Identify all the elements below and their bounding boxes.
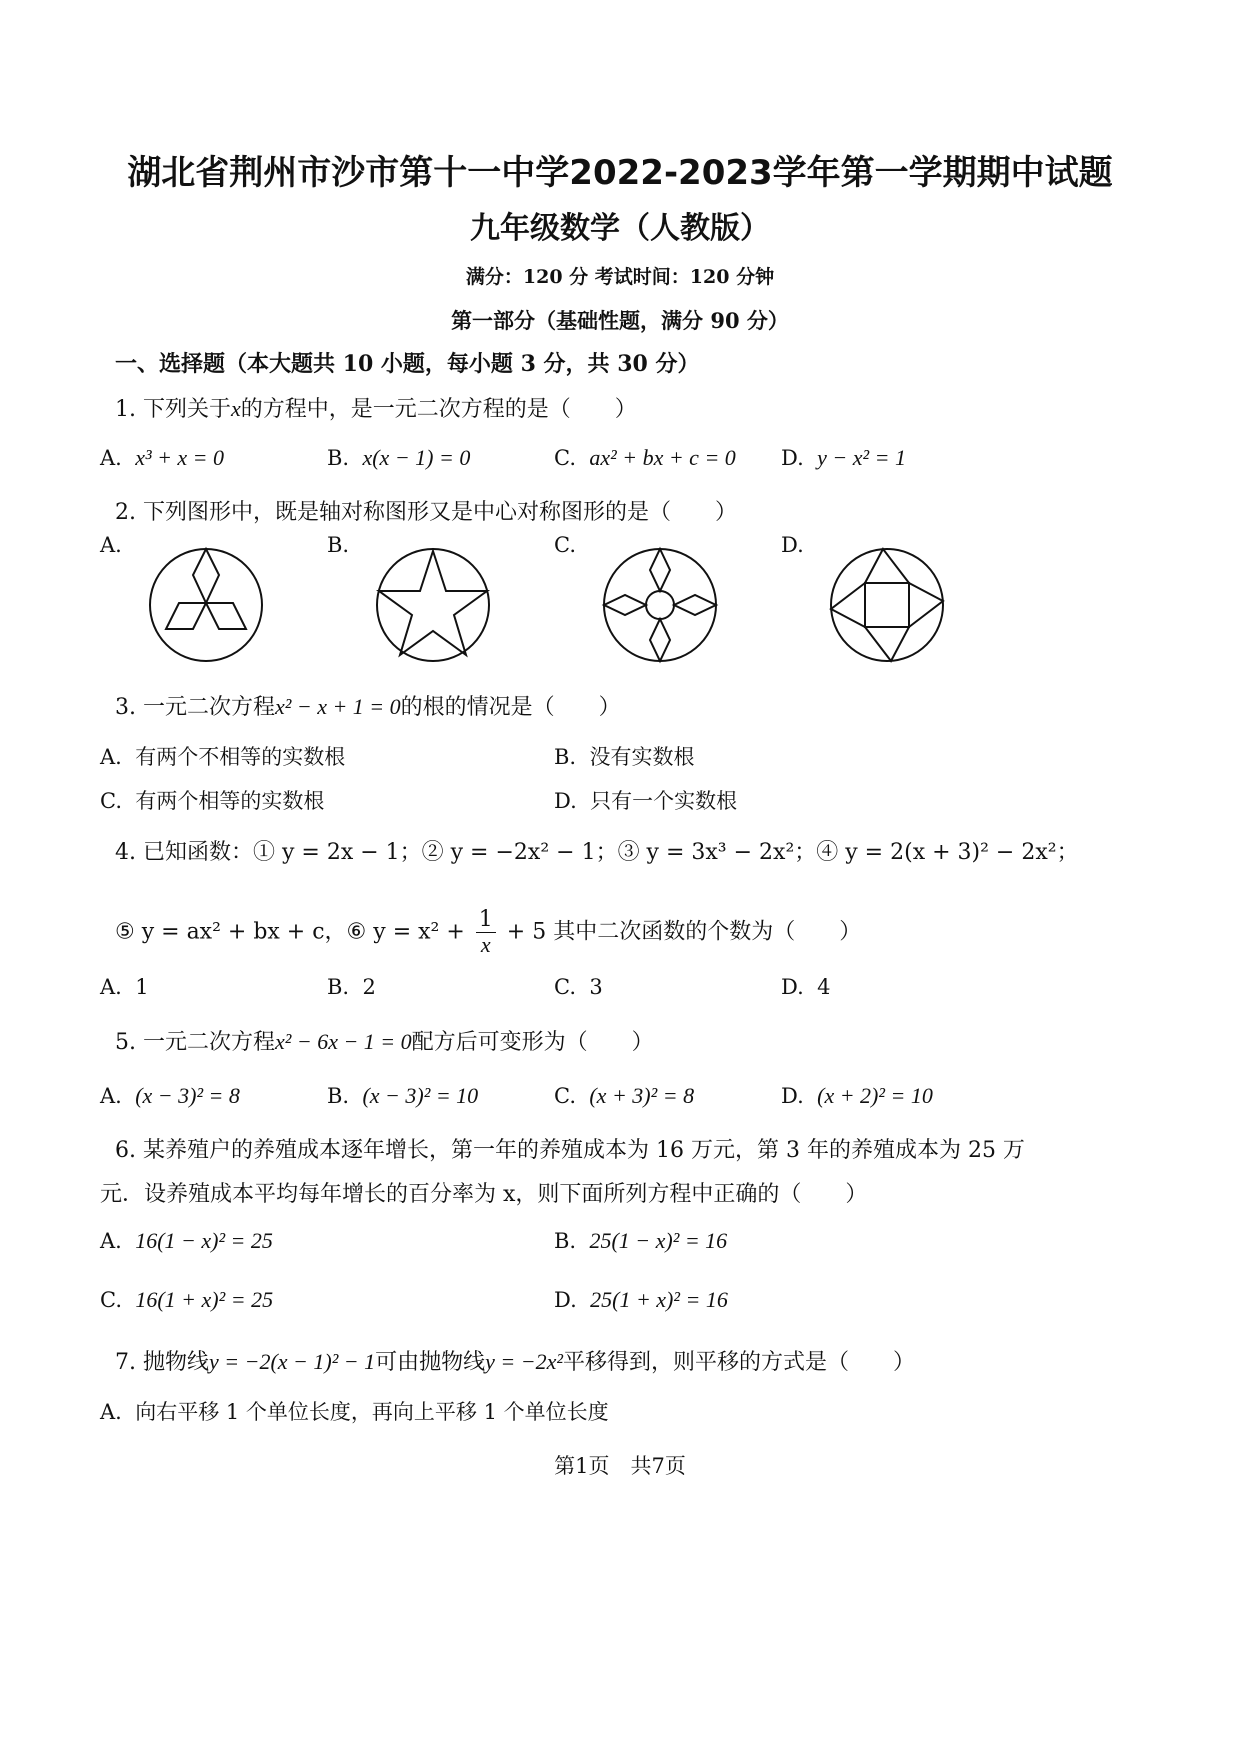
option-text: 2 <box>362 975 376 999</box>
option-label: A. <box>100 1400 122 1424</box>
question-2-label-d: D. <box>781 533 804 557</box>
question-7-stem-b: 可由抛物线 <box>375 1350 486 1375</box>
question-2-label-c: C. <box>554 533 576 557</box>
option-text: 3 <box>589 975 603 999</box>
option-label: C. <box>554 446 576 470</box>
question-5-option-b <box>327 1083 478 1109</box>
option-text: 有两个不相等的实数根 <box>135 745 346 769</box>
question-6-line-1: 6. 某养殖户的养殖成本逐年增长，第一年的养殖成本为 16 万元，第 3 年的养殖成本为 25 万 <box>115 1138 1025 1163</box>
question-4-line-2 <box>115 908 861 957</box>
option-text: (x + 3)² = 8 <box>589 1083 695 1108</box>
option-label: B. <box>327 446 350 470</box>
question-2-stem: 2. 下列图形中，既是轴对称图形又是中心对称图形的是（ ） <box>115 500 737 525</box>
option-label: B. <box>327 975 350 999</box>
question-7-equation-1: y = −2(x − 1)² − 1 <box>208 1349 376 1374</box>
question-6-option-c <box>100 1287 273 1313</box>
question-5-stem <box>115 1025 654 1056</box>
question-1-option-b <box>327 445 470 471</box>
option-label: B. <box>327 1084 350 1108</box>
question-4-option-b <box>327 975 376 999</box>
question-2-label-b: B. <box>327 533 350 557</box>
question-7-equation-2: y = −2x² <box>485 1349 563 1374</box>
question-1-stem-a: 1. 下列关于 <box>115 397 231 422</box>
question-2-label-a: A. <box>100 533 122 557</box>
option-text: y − x² = 1 <box>817 445 906 470</box>
question-6-option-b <box>554 1228 727 1254</box>
question-7-stem-c: 平移得到，则平移的方式是（ ） <box>563 1350 916 1375</box>
option-text: 16(1 + x)² = 25 <box>135 1287 274 1312</box>
question-6-option-d <box>554 1287 728 1313</box>
question-5-option-a <box>100 1083 240 1109</box>
option-label: A. <box>100 1084 122 1108</box>
fraction-numerator: 1 <box>476 908 496 933</box>
figure-c-four-rhombi-icon <box>600 545 720 665</box>
option-text: ax² + bx + c = 0 <box>589 445 736 470</box>
question-4-option-d <box>781 975 831 999</box>
question-1-stem-b: 的方程中，是一元二次方程的是（ ） <box>240 397 637 422</box>
question-1-option-c <box>554 445 736 471</box>
question-4-option-a <box>100 975 149 999</box>
question-4-line-2-a: ⑤ y = ax² + bx + c，⑥ y = x² + <box>115 919 465 945</box>
figure-d-pinwheel-icon <box>827 545 947 665</box>
page-number-footer: 第1页 共7页 <box>554 1454 686 1478</box>
option-label: B. <box>554 745 577 769</box>
question-1-variable: x <box>230 396 241 421</box>
question-4-line-2-b: + 5 其中二次函数的个数为（ ） <box>506 919 862 945</box>
question-6-option-a <box>100 1228 273 1254</box>
option-label: A. <box>100 975 122 999</box>
option-label: D. <box>554 1288 577 1312</box>
question-5-option-c <box>554 1083 694 1109</box>
option-text: 16(1 − x)² = 25 <box>135 1228 273 1253</box>
option-label: C. <box>100 1288 122 1312</box>
option-label: A. <box>100 446 122 470</box>
option-label: D. <box>781 1084 804 1108</box>
option-label: B. <box>554 1229 577 1253</box>
question-3-option-a <box>100 741 345 771</box>
question-7-stem-a: 7. 抛物线 <box>115 1350 209 1375</box>
question-4-option-c <box>554 975 603 999</box>
question-3-option-b <box>554 741 694 771</box>
question-7-option-a <box>100 1396 609 1426</box>
option-text: x³ + x = 0 <box>135 445 225 470</box>
option-label: C. <box>554 1084 576 1108</box>
question-3-equation: x² − x + 1 = 0 <box>274 694 401 719</box>
question-5-option-d <box>781 1083 933 1109</box>
question-1-stem <box>115 392 637 423</box>
option-text: (x − 3)² = 10 <box>362 1083 479 1108</box>
question-4-line-1: 4. 已知函数：① y = 2x − 1；② y = −2x² − 1；③ y = 3x³ − 2x²；④ y = 2(x + 3)² − 2x²； <box>115 840 1079 865</box>
option-label: D. <box>554 789 577 813</box>
fraction-denominator: x <box>480 932 491 957</box>
option-label: A. <box>100 745 122 769</box>
question-5-equation: x² − 6x − 1 = 0 <box>274 1029 412 1054</box>
question-3-stem-b: 的根的情况是（ ） <box>400 695 621 720</box>
page-subtitle: 九年级数学（人教版） <box>470 211 770 246</box>
question-5-stem-b: 配方后可变形为（ ） <box>411 1030 654 1055</box>
option-text: 4 <box>817 975 831 999</box>
option-text: 有两个相等的实数根 <box>135 789 325 813</box>
question-3-option-d <box>554 785 737 815</box>
question-6-line-2: 元．设养殖成本平均每年增长的百分率为 x，则下面所列方程中正确的（ ） <box>100 1182 868 1207</box>
option-label: C. <box>100 789 122 813</box>
question-1-option-d <box>781 445 906 471</box>
section-heading: 一、选择题（本大题共 10 小题，每小题 3 分，共 30 分） <box>115 351 700 377</box>
question-7-stem <box>115 1345 915 1376</box>
option-label: A. <box>100 1229 122 1253</box>
option-text: 25(1 + x)² = 16 <box>590 1287 728 1312</box>
page-title: 湖北省荆州市沙市第十一中学2022-2023学年第一学期期中试题 <box>127 153 1113 193</box>
option-text: (x + 2)² = 10 <box>817 1083 933 1108</box>
fraction <box>476 908 496 957</box>
part-heading: 第一部分（基础性题，满分 90 分） <box>451 308 789 333</box>
option-text: 没有实数根 <box>589 745 695 769</box>
option-label: C. <box>554 975 576 999</box>
question-3-option-c <box>100 785 324 815</box>
option-text: 1 <box>135 975 149 999</box>
option-text: 向右平移 1 个单位长度，再向上平移 1 个单位长度 <box>135 1400 609 1424</box>
question-3-stem-a: 3. 一元二次方程 <box>115 695 275 720</box>
question-5-stem-a: 5. 一元二次方程 <box>115 1030 275 1055</box>
question-3-stem <box>115 690 621 721</box>
option-text: x(x − 1) = 0 <box>362 445 471 470</box>
option-text: (x − 3)² = 8 <box>135 1083 240 1108</box>
question-1-option-a <box>100 445 224 471</box>
figure-a-three-rhombi-icon <box>146 545 266 665</box>
option-text: 25(1 − x)² = 16 <box>589 1228 728 1253</box>
exam-meta: 满分：120 分 考试时间：120 分钟 <box>465 266 775 288</box>
option-label: D. <box>781 975 804 999</box>
option-label: D. <box>781 446 804 470</box>
option-text: 只有一个实数根 <box>590 789 738 813</box>
figure-b-star-icon <box>373 545 493 665</box>
